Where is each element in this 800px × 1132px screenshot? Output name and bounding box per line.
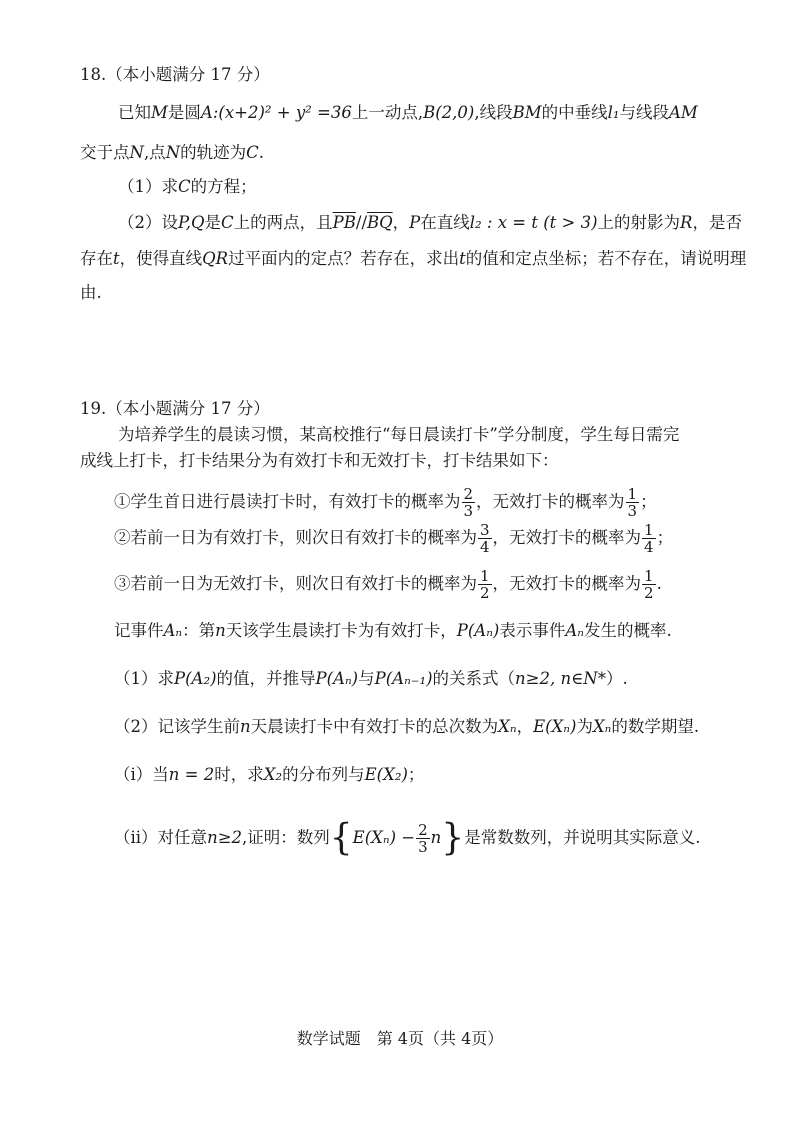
fraction: $\frac{3}{4}$	[480, 521, 490, 556]
q19-part1: （1）求P(A₂)的值，并推导P(Aₙ)与P(Aₙ₋₁)的关系式（n≥2, n∈N*）.	[114, 669, 628, 688]
page-footer: 数学试题 第 4页（共 4页）	[296, 1029, 504, 1048]
q19-part2: （2）记该学生前n天晨读打卡中有效打卡的总次数为Xₙ，E(Xₙ)为Xₙ的数学期望.	[114, 717, 700, 736]
q19-part2-i: （i）当n = 2时，求X₂的分布列与E(X₂)；	[114, 765, 425, 784]
q19-rule1: ①学生首日进行晨读打卡时，有效打卡的概率为 $\frac{2}{3}$ ，无效打卡的概率为 $\frac{1}{3}$ ；	[114, 485, 657, 520]
fraction: $\frac{1}{4}$	[644, 521, 654, 556]
q18-title: 18.（本小题满分 17 分）	[80, 65, 270, 84]
q19-intro-line2: 成线上打卡，打卡结果分为有效打卡和无效打卡，打卡结果如下：	[80, 451, 559, 470]
q19-rule2: ②若前一日为有效打卡，则次日有效打卡的概率为 $\frac{3}{4}$ ，无效打卡的概率为 $\frac{1}{4}$ ；	[114, 521, 674, 556]
fraction: $\frac{1}{2}$	[644, 567, 654, 602]
q19-title: 19.（本小题满分 17 分）	[80, 399, 270, 418]
fraction: $\frac{1}{2}$	[480, 567, 490, 602]
q19-intro-line1: 为培养学生的晨读习惯，某高校推行“每日晨读打卡”学分制度，学生每日需完	[118, 425, 680, 444]
q18-part2-line3: 由.	[80, 283, 102, 302]
fraction: $\frac{1}{3}$	[627, 485, 638, 520]
fraction: $\frac{2}{3}$	[463, 485, 474, 520]
q19-rule3: ③若前一日为无效打卡，则次日有效打卡的概率为 $\frac{1}{2}$ ，无效打卡的概率为 $\frac{1}{2}$ .	[114, 567, 662, 602]
q19-part2-ii: （ii）对任意n≥2,证明：数列{E(Xₙ) − $\frac{2}{3}$ n}是常数数列，并说明其实际意义.	[114, 817, 701, 859]
q18-stem-line2: 交于点N,点N的轨迹为C.	[80, 143, 264, 162]
q18-part1: （1）求C的方程；	[118, 177, 257, 196]
fraction: $\frac{2}{3}$	[418, 821, 428, 856]
left-brace: {	[329, 817, 353, 859]
q18-part2-line1: （2）设P,Q是C上的两点，且$\overline{PB}//\overline{BQ}$，P在直线l₂ : x = t (t > 3)上的射影为R，是否	[118, 213, 742, 232]
q19-event-def: 记事件Aₙ：第n天该学生晨读打卡为有效打卡，P(Aₙ)表示事件Aₙ发生的概率.	[114, 621, 672, 640]
q18-part2-line2: 存在t，使得直线QR过平面内的定点？若存在，求出t的值和定点坐标；若不存在，请说明理	[80, 249, 747, 268]
q18-stem-line1: 已知M是圆A:(x+2)² + y² =36上一动点,B(2,0),线段BM的中垂线l₁与线段AM	[118, 103, 698, 122]
right-brace: }	[441, 817, 465, 859]
